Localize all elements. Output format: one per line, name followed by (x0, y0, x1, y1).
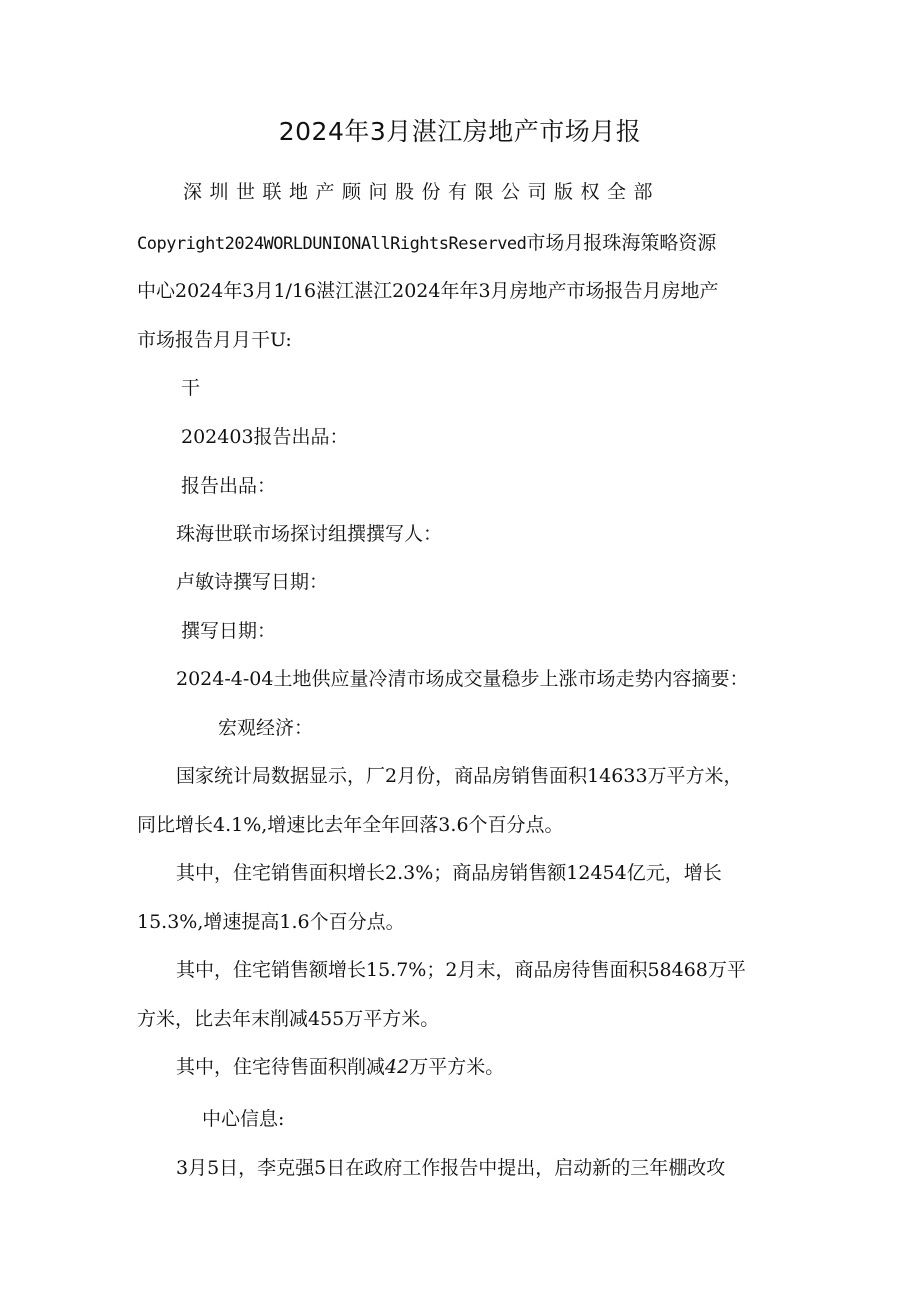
copyright-line-3: 中心2024年3月1/16湛江湛江2024年年3月房地产市场报告月房地产 (137, 280, 719, 302)
para1-line2: 同比增长4.1%,增速比去年全年回落3.6个百分点。 (137, 814, 564, 836)
report-by-line-1: 202403报告出品： (181, 426, 349, 448)
glyph-line: 干 (181, 377, 201, 399)
para4-prefix: 其中，住宅待售面积削减 (176, 1056, 386, 1078)
para1-line1: 国家统计局数据显示，厂2月份，商品房销售面积14633万平方米， (176, 765, 743, 787)
para3-line2: 方米，比去年末削减455万平方米。 (137, 1008, 440, 1030)
para4-suffix: 万平方米。 (409, 1056, 505, 1078)
para3-line1: 其中，住宅销售额增长15.7%；2月末，商品房待售面积58468万平 (176, 959, 746, 981)
copyright-line-2 (137, 231, 716, 256)
para4-number: 42 (385, 1056, 410, 1078)
date-label: 撰写日期： (181, 620, 277, 642)
para4-line (176, 1055, 504, 1079)
para2-line1: 其中，住宅销售面积增长2.3%；商品房销售额12454亿元，增长 (176, 862, 722, 884)
page-title: 2024年3月湛江房地产市场月报 (278, 117, 642, 146)
para5-line1: 3月5日，李克强5日在政府工作报告中提出，启动新的三年棚改攻 (176, 1157, 726, 1179)
author-name-line: 卢敏诗撰写日期： (176, 571, 329, 593)
author-line: 珠海世联市场探讨组撰撰写人： (176, 523, 443, 545)
copyright-cjk: 市场月报珠海策略资源 (526, 232, 717, 254)
copyright-latin: Copyright2024WORLDUNIONAllRightsReserved (137, 234, 527, 254)
para2-line2: 15.3%,增速提高1.6个百分点。 (137, 911, 405, 933)
report-by-line-2: 报告出品： (181, 475, 277, 497)
copyright-line-4: 市场报告月月干U: (137, 329, 292, 351)
summary-line: 2024-4-04土地供应量冷清市场成交量稳步上涨市场走势内容摘要： (176, 668, 749, 690)
center-heading: 中心信息: (202, 1108, 285, 1130)
copyright-line-1: 深圳世联地产顾问股份有限公司版权全部 (183, 181, 661, 203)
macro-heading: 宏观经济： (218, 717, 314, 739)
